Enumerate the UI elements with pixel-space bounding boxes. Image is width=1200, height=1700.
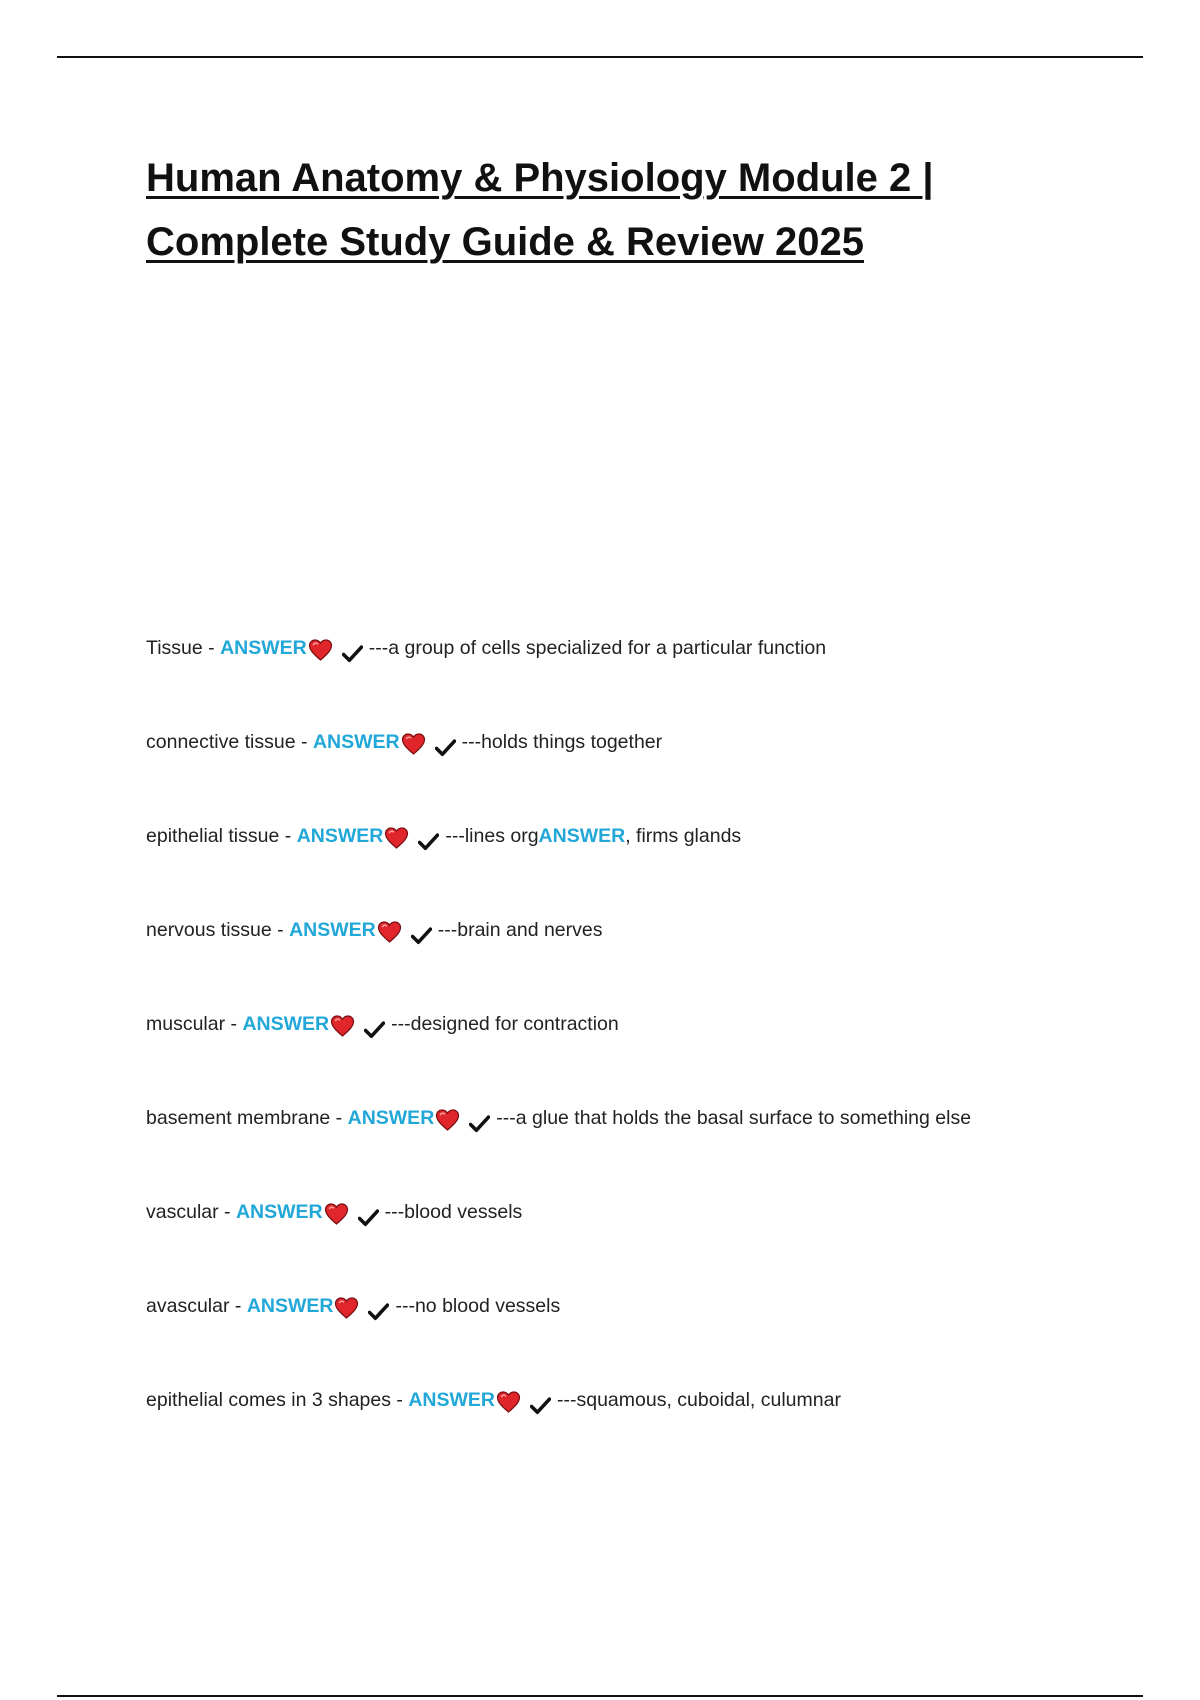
check-icon	[358, 1201, 379, 1219]
check-icon	[418, 825, 439, 843]
answer-tag: ANSWER	[235, 1201, 323, 1223]
list-item	[146, 722, 1106, 816]
list-item	[146, 628, 1106, 722]
answer-text: ---lines org	[445, 825, 539, 847]
heart-icon	[334, 1293, 359, 1315]
answer-tag: ANSWER	[312, 731, 400, 753]
separator: -	[225, 1013, 243, 1035]
title-line-1: Human Anatomy & Physiology Module 2 |	[146, 156, 934, 200]
answer-tag-inline: ANSWER	[538, 825, 626, 847]
term: avascular	[146, 1295, 230, 1317]
list-item	[146, 816, 1106, 910]
check-icon	[368, 1295, 389, 1313]
separator: -	[295, 731, 313, 753]
answer-text: ---a glue that holds the basal surface to something else	[496, 1107, 972, 1129]
list-item	[146, 1380, 1106, 1474]
term: nervous tissue	[146, 919, 272, 941]
heart-icon	[324, 1199, 349, 1221]
answer-text: ---blood vessels	[384, 1201, 523, 1223]
check-icon	[411, 919, 432, 937]
separator: -	[218, 1201, 236, 1223]
title-line-2: Complete Study Guide & Review 2025	[146, 220, 864, 264]
answer-text: ---designed for contraction	[391, 1013, 619, 1035]
term: epithelial tissue	[146, 825, 280, 847]
separator: -	[202, 637, 221, 659]
separator: -	[390, 1389, 409, 1411]
answer-tag: ANSWER	[347, 1107, 435, 1129]
check-icon	[530, 1389, 551, 1407]
heart-icon	[401, 729, 426, 751]
term: Tissue	[146, 637, 203, 659]
check-icon	[469, 1107, 490, 1125]
term: vascular	[146, 1201, 219, 1223]
list-item	[146, 1098, 1106, 1192]
answer-tag: ANSWER	[408, 1389, 495, 1411]
answer-tag: ANSWER	[296, 825, 384, 847]
answer-tag: ANSWER	[220, 637, 307, 659]
check-icon	[342, 637, 363, 655]
heart-icon	[330, 1011, 355, 1033]
answer-text: ---holds things together	[461, 731, 663, 753]
answer-text: ---a group of cells specialized for a particular function	[368, 637, 827, 659]
answer-text: ---squamous, cuboidal, culumnar	[557, 1389, 841, 1411]
list-item	[146, 1192, 1106, 1286]
bottom-rule	[57, 1695, 1143, 1697]
answer-text: ---brain and nerves	[437, 919, 603, 941]
list-item	[146, 1004, 1106, 1098]
term: muscular	[146, 1013, 226, 1035]
page-title	[146, 146, 1046, 274]
answer-text-tail: , firms glands	[625, 825, 742, 847]
answer-tag: ANSWER	[289, 919, 376, 941]
qa-list	[146, 628, 1106, 1474]
separator: -	[330, 1107, 348, 1129]
term: epithelial comes in 3 shapes	[146, 1389, 391, 1411]
heart-icon	[496, 1387, 521, 1409]
check-icon	[435, 731, 456, 749]
separator: -	[229, 1295, 247, 1317]
separator: -	[279, 825, 297, 847]
term: basement membrane	[146, 1107, 331, 1129]
heart-icon	[384, 823, 409, 845]
top-rule	[57, 56, 1143, 58]
answer-text: ---no blood vessels	[395, 1295, 561, 1317]
check-icon	[364, 1013, 385, 1031]
list-item	[146, 910, 1106, 1004]
list-item	[146, 1286, 1106, 1380]
heart-icon	[377, 917, 402, 939]
heart-icon	[435, 1105, 460, 1127]
answer-tag: ANSWER	[242, 1013, 330, 1035]
answer-tag: ANSWER	[246, 1295, 334, 1317]
separator: -	[271, 919, 290, 941]
term: connective tissue	[146, 731, 296, 753]
heart-icon	[308, 635, 333, 657]
